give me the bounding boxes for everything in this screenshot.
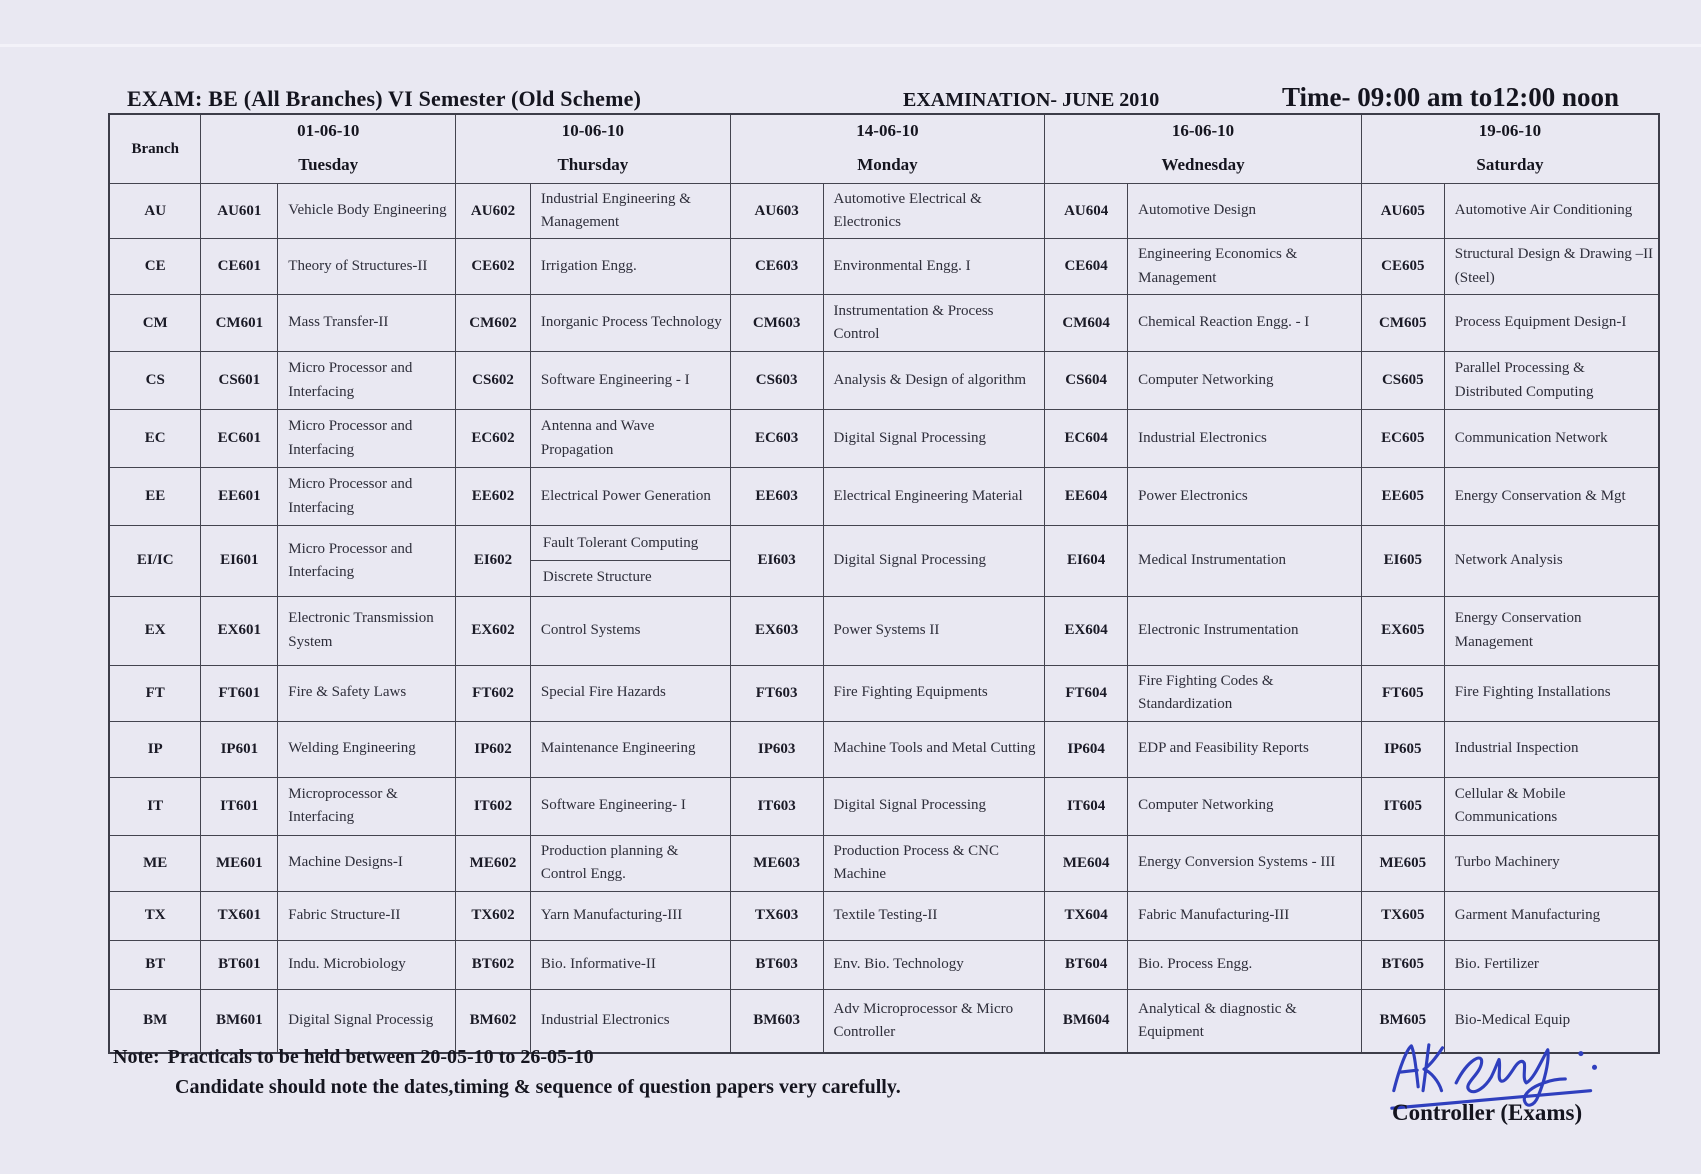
table-row [109,295,1659,352]
exam-subject: Software Engineering - I [530,352,730,410]
exam-code: EI604 [1045,526,1128,597]
exam-subject: Chemical Reaction Engg. - I [1128,295,1362,352]
table-row [109,891,1659,940]
table-row [109,835,1659,891]
exam-subject: Energy Conservation Management [1444,596,1659,665]
exam-code: BT603 [730,940,823,989]
exam-code: BM603 [730,989,823,1053]
exam-code: TX604 [1045,891,1128,940]
exam-subject: Automotive Electrical & Electronics [823,184,1045,239]
exam-code: CS604 [1045,352,1128,410]
exam-code: FT605 [1361,665,1444,721]
exam-code: EE601 [201,468,278,526]
exam-subject: Mass Transfer-II [278,295,456,352]
exam-subject: Bio. Fertilizer [1444,940,1659,989]
exam-code: CS603 [730,352,823,410]
exam-subject: Fabric Structure-II [278,891,456,940]
exam-code: FT604 [1045,665,1128,721]
exam-subject: Electronic Instrumentation [1128,596,1362,665]
exam-subject: Energy Conservation & Mgt [1444,468,1659,526]
exam-subject: Network Analysis [1444,526,1659,597]
exam-code: EI603 [730,526,823,597]
exam-code: EX601 [201,596,278,665]
branch-label: TX [109,891,201,940]
exam-subject: Automotive Design [1128,184,1362,239]
exam-code: EC605 [1361,410,1444,468]
exam-subject: Bio. Process Engg. [1128,940,1362,989]
note-label: Note: [113,1046,160,1068]
table-row [109,468,1659,526]
exam-code: AU601 [201,184,278,239]
exam-code: TX603 [730,891,823,940]
exam-code: EE603 [730,468,823,526]
exam-subject: Communication Network [1444,410,1659,468]
branch-label: EC [109,410,201,468]
exam-subject: Automotive Air Conditioning [1444,184,1659,239]
date-column-header [1045,114,1362,184]
branch-label: IP [109,721,201,777]
exam-subject: Analytical & diagnostic & Equipment [1128,989,1362,1053]
exam-subject: Digital Signal Processig [278,989,456,1053]
table-row [109,352,1659,410]
exam-date: 19-06-10 [1478,121,1542,140]
exam-subject: Fabric Manufacturing-III [1128,891,1362,940]
exam-subject: Textile Testing-II [823,891,1045,940]
exam-subject: Microprocessor & Interfacing [278,777,456,835]
examination-session-title: EXAMINATION- JUNE 2010 [903,89,1160,111]
exam-code: EE604 [1045,468,1128,526]
exam-date: 16-06-10 [1171,121,1235,140]
exam-subject-split [530,526,730,597]
exam-subject: Machine Designs-I [278,835,456,891]
branch-label: EE [109,468,201,526]
exam-code: IT605 [1361,777,1444,835]
exam-code: BM602 [456,989,531,1053]
exam-code: CM601 [201,295,278,352]
exam-code: BM605 [1361,989,1444,1053]
exam-subject: Fire Fighting Equipments [823,665,1045,721]
exam-code: ME601 [201,835,278,891]
exam-subject: Bio-Medical Equip [1444,989,1659,1053]
exam-subject: Computer Networking [1128,352,1362,410]
exam-code: BT604 [1045,940,1128,989]
note-block [113,1046,1213,1099]
exam-code: IP605 [1361,721,1444,777]
exam-code: CM602 [456,295,531,352]
table-row [109,526,1659,597]
exam-code: CE603 [730,239,823,295]
branch-label: BM [109,989,201,1053]
exam-subject: Inorganic Process Technology [530,295,730,352]
exam-code: EC602 [456,410,531,468]
exam-subject: Industrial Inspection [1444,721,1659,777]
exam-code: ME604 [1045,835,1128,891]
exam-code: CS605 [1361,352,1444,410]
exam-subject: Bio. Informative-II [530,940,730,989]
exam-subject: Software Engineering- I [530,777,730,835]
branch-label: IT [109,777,201,835]
header-row [109,114,1659,184]
exam-code: EC603 [730,410,823,468]
exam-code: TX605 [1361,891,1444,940]
branch-label: AU [109,184,201,239]
exam-subject: EDP and Feasibility Reports [1128,721,1362,777]
exam-code: AU603 [730,184,823,239]
exam-date: 10-06-10 [561,121,625,140]
branch-label: EI/IC [109,526,201,597]
branch-label: FT [109,665,201,721]
exam-subject: Digital Signal Processing [823,777,1045,835]
exam-date: 14-06-10 [856,121,919,140]
exam-date: 01-06-10 [297,121,360,140]
exam-code: IP601 [201,721,278,777]
exam-code: CM604 [1045,295,1128,352]
exam-subject: Industrial Engineering & Management [530,184,730,239]
exam-subject: Theory of Structures-II [278,239,456,295]
exam-subject: Special Fire Hazards [530,665,730,721]
exam-code: CE602 [456,239,531,295]
exam-code: EI601 [201,526,278,597]
table-row [109,777,1659,835]
branch-label: CM [109,295,201,352]
branch-label: ME [109,835,201,891]
exam-timetable [108,113,1660,1054]
exam-code: FT603 [730,665,823,721]
exam-code: CM605 [1361,295,1444,352]
exam-subject: Electronic Transmission System [278,596,456,665]
exam-time: Time- 09:00 am to12:00 noon [1282,82,1619,112]
exam-subject-bottom: Discrete Structure [542,569,652,586]
exam-code: EE605 [1361,468,1444,526]
table-row [109,940,1659,989]
exam-code: EX605 [1361,596,1444,665]
branch-label: CE [109,239,201,295]
exam-subject: Process Equipment Design-I [1444,295,1659,352]
date-column-header [730,114,1044,184]
exam-subject: Antenna and Wave Propagation [530,410,730,468]
exam-subject: Fire Fighting Installations [1444,665,1659,721]
exam-code: BM601 [201,989,278,1053]
exam-code: BT601 [201,940,278,989]
exam-subject: Yarn Manufacturing-III [530,891,730,940]
exam-subject-top: Fault Tolerant Computing [531,526,730,561]
table-row [109,410,1659,468]
exam-code: AU602 [456,184,531,239]
exam-code: IP602 [456,721,531,777]
exam-subject: Fire Fighting Codes & Standardization [1128,665,1362,721]
exam-code: BT605 [1361,940,1444,989]
exam-subject: Production planning & Control Engg. [530,835,730,891]
date-column-header [456,114,731,184]
exam-code: BM604 [1045,989,1128,1053]
table-row [109,721,1659,777]
exam-subject: Machine Tools and Metal Cutting [823,721,1045,777]
exam-subject: Power Systems II [823,596,1045,665]
exam-code: EI605 [1361,526,1444,597]
exam-day: Wednesday [1161,155,1245,174]
signature-dot [1578,1051,1583,1056]
exam-code: BT602 [456,940,531,989]
exam-subject: Digital Signal Processing [823,526,1045,597]
exam-code: CE605 [1361,239,1444,295]
exam-code: ME603 [730,835,823,891]
exam-subject: Env. Bio. Technology [823,940,1045,989]
date-column-header [1361,114,1659,184]
signature-block [1378,1040,1638,1126]
exam-subject: Electrical Power Generation [530,468,730,526]
exam-subject: Micro Processor and Interfacing [278,468,456,526]
exam-subject: Maintenance Engineering [530,721,730,777]
exam-code: EE602 [456,468,531,526]
exam-subject: Turbo Machinery [1444,835,1659,891]
exam-subject: Environmental Engg. I [823,239,1045,295]
exam-code: IT604 [1045,777,1128,835]
exam-code: EX603 [730,596,823,665]
exam-code: CE604 [1045,239,1128,295]
exam-subject: Energy Conversion Systems - III [1128,835,1362,891]
exam-code: IP603 [730,721,823,777]
exam-code: AU605 [1361,184,1444,239]
exam-code: TX602 [456,891,531,940]
exam-code: CE601 [201,239,278,295]
exam-subject: Indu. Microbiology [278,940,456,989]
exam-code: IT603 [730,777,823,835]
branch-label: BT [109,940,201,989]
exam-subject: Electrical Engineering Material [823,468,1045,526]
date-column-header [201,114,456,184]
exam-subject: Industrial Electronics [1128,410,1362,468]
exam-subject: Industrial Electronics [530,989,730,1053]
exam-code: TX601 [201,891,278,940]
exam-day: Monday [857,155,918,174]
exam-subject: Micro Processor and Interfacing [278,526,456,597]
table-row [109,184,1659,239]
exam-title: EXAM: BE (All Branches) VI Semester (Old Scheme) [127,86,642,111]
exam-day: Saturday [1476,155,1544,174]
exam-code: CS601 [201,352,278,410]
table-row [109,665,1659,721]
exam-subject: Production Process & CNC Machine [823,835,1045,891]
branch-label: EX [109,596,201,665]
note-line-2: Candidate should note the dates,timing & sequence of question papers very carefully. [175,1076,901,1098]
exam-day: Thursday [557,155,629,174]
exam-code: AU604 [1045,184,1128,239]
exam-code: IT602 [456,777,531,835]
exam-subject: Welding Engineering [278,721,456,777]
exam-code: IP604 [1045,721,1128,777]
exam-subject: Analysis & Design of algorithm [823,352,1045,410]
branch-label: CS [109,352,201,410]
exam-code: CS602 [456,352,531,410]
exam-subject: Micro Processor and Interfacing [278,352,456,410]
exam-subject: Computer Networking [1128,777,1362,835]
signature-title: Controller (Exams) [1392,1100,1583,1125]
exam-subject: Control Systems [530,596,730,665]
table-row [109,596,1659,665]
exam-code: ME602 [456,835,531,891]
exam-subject: Vehicle Body Engineering [278,184,456,239]
exam-subject: Parallel Processing & Distributed Computing [1444,352,1659,410]
exam-code: FT602 [456,665,531,721]
branch-column-header: Branch [109,114,201,184]
timetable-body [109,184,1659,1054]
exam-code: EC604 [1045,410,1128,468]
exam-subject: Medical Instrumentation [1128,526,1362,597]
scan-artifact-line [0,44,1701,47]
exam-subject: Instrumentation & Process Control [823,295,1045,352]
signature-dot [1592,1065,1597,1070]
exam-subject: Structural Design & Drawing –II (Steel) [1444,239,1659,295]
exam-code: EI602 [456,526,531,597]
exam-code: EX602 [456,596,531,665]
note-line-1 [113,1046,1213,1069]
exam-subject: Digital Signal Processing [823,410,1045,468]
exam-subject: Fire & Safety Laws [278,665,456,721]
exam-day: Tuesday [298,155,359,174]
exam-subject: Irrigation Engg. [530,239,730,295]
exam-subject: Engineering Economics & Management [1128,239,1362,295]
exam-subject: Power Electronics [1128,468,1362,526]
exam-subject: Adv Microprocessor & Micro Controller [823,989,1045,1053]
exam-code: EC601 [201,410,278,468]
exam-code: IT601 [201,777,278,835]
exam-subject: Garment Manufacturing [1444,891,1659,940]
exam-code: CM603 [730,295,823,352]
exam-code: ME605 [1361,835,1444,891]
note-text: Practicals to be held between 20-05-10 to 26-05-10 [167,1046,594,1068]
exam-code: FT601 [201,665,278,721]
exam-code: EX604 [1045,596,1128,665]
table-row [109,239,1659,295]
exam-subject: Micro Processor and Interfacing [278,410,456,468]
exam-subject: Cellular & Mobile Communications [1444,777,1659,835]
